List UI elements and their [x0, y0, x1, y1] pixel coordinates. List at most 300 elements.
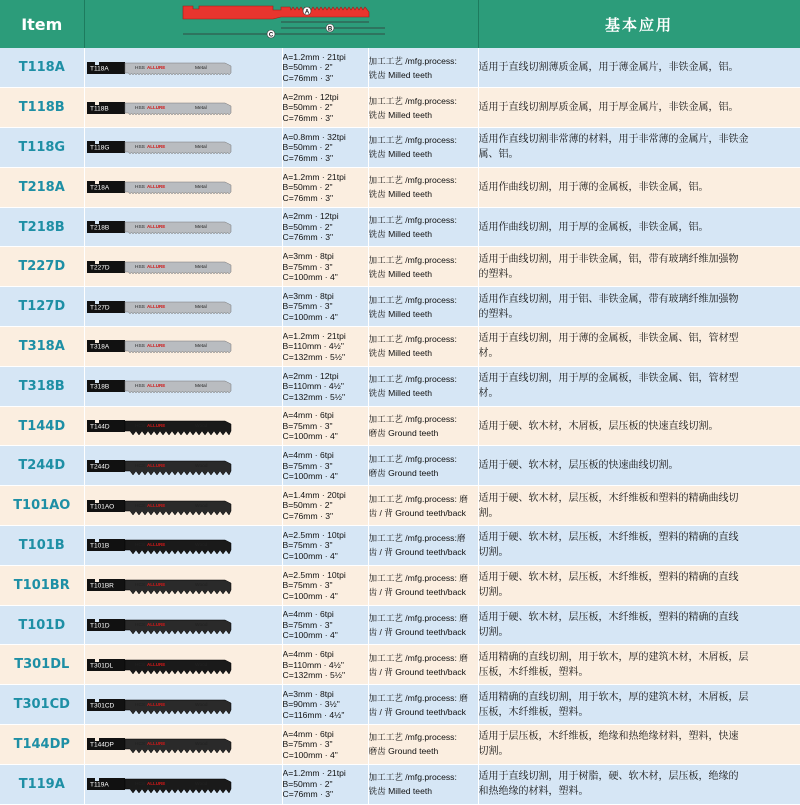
process-line: 铣齿 Milled teeth [368, 189, 433, 200]
application-line: 适用作直线切割，用于铝、非铁金属，带有玻璃纤维加强物 [478, 293, 739, 305]
blade-brand-label: ALLURE [146, 263, 165, 269]
table-row [0, 207, 800, 247]
spec-b: B=75mm · 3" [282, 301, 333, 312]
blade-material-label: Metal [194, 344, 207, 350]
process-line: 加工工艺 /mfg.process: [368, 374, 457, 385]
process-cell [368, 167, 478, 207]
spec-b: B=75mm · 3" [282, 619, 333, 630]
process-cell [368, 406, 478, 446]
blade-material-label: Metal [194, 304, 207, 310]
blade-code-label: T101BR [89, 582, 114, 590]
process-line: 加工工艺 /mfg.process: 磨 [368, 692, 468, 703]
process-line: 加工工艺 /mfg.process: [368, 55, 457, 66]
table-header-row [0, 0, 800, 48]
application-line: 材。 [478, 348, 499, 360]
spec-c: C=76mm · 3" [282, 72, 334, 83]
spec-c: C=100mm · 4" [282, 311, 338, 322]
blade-steel-label: HCS [134, 543, 145, 549]
blade-steel-label: HCS [134, 463, 145, 469]
blade-brand-label: ALLURE [146, 582, 165, 588]
application-line: 适用于直线切割厚质金属，用于厚金属片，非铁金属，铝。 [478, 102, 739, 114]
blade-steel-label: HSS [134, 65, 145, 71]
process-line: 铣齿 Milled teeth [368, 69, 433, 80]
item-column-header: Item [0, 0, 84, 48]
blade-code-label: T244D [89, 463, 110, 471]
item-code: T227D [0, 247, 84, 287]
process-cell [368, 48, 478, 88]
spec-cell [282, 685, 368, 725]
process-cell [368, 565, 478, 605]
spec-cell [282, 88, 368, 128]
blade-code-label: T318B [89, 383, 109, 391]
blade-material-label: Metal [194, 264, 207, 270]
application-cell [478, 167, 800, 207]
table-row [0, 764, 800, 804]
application-cell [478, 605, 800, 645]
blade-steel-label: HSS [134, 344, 145, 350]
blade-image-cell [84, 486, 282, 526]
application-cell [478, 486, 800, 526]
blade-image [85, 614, 235, 636]
application-line: 切割。 [478, 746, 509, 758]
spec-cell [282, 48, 368, 88]
spec-c: C=100mm · 4" [282, 630, 338, 641]
blade-code-label: T301DL [89, 662, 113, 670]
blade-image [85, 296, 235, 318]
application-line: 适用于直线切割，用于厚的金属板，非铁金属、铝，管材型 [478, 373, 739, 385]
blade-diagram-svg [85, 0, 479, 44]
blade-steel-label: HCS [134, 623, 145, 629]
table-row [0, 327, 800, 367]
blade-brand-label: ALLURE [146, 144, 165, 150]
blade-brand-label: ALLURE [146, 542, 165, 548]
table-row [0, 48, 800, 88]
spec-c: C=76mm · 3" [282, 510, 334, 521]
diagram-label-a: A [304, 9, 309, 16]
blade-image-cell [84, 247, 282, 287]
spec-c: C=76mm · 3" [282, 789, 334, 800]
blade-image [85, 335, 235, 357]
spec-c: C=100mm · 4" [282, 590, 338, 601]
spec-c: C=100mm · 4" [282, 471, 338, 482]
spec-cell [282, 287, 368, 327]
blade-image-cell [84, 605, 282, 645]
blade-material-label: Wood [194, 702, 207, 708]
spec-cell [282, 526, 368, 566]
spec-a: A=4mm · 6tpi [282, 649, 334, 660]
blade-image [85, 455, 235, 477]
diagram-blade-shape [183, 6, 369, 19]
application-cell [478, 128, 800, 168]
application-line: 材。 [478, 388, 499, 400]
blade-material-label: Metal [194, 65, 207, 71]
spec-cell [282, 327, 368, 367]
process-line: 加工工艺 /mfg.process: [368, 215, 457, 226]
blade-image [85, 654, 235, 676]
blade-image-cell [84, 207, 282, 247]
process-line: 加工工艺 /mfg.process: [368, 334, 457, 345]
process-cell [368, 605, 478, 645]
process-line: 加工工艺 /mfg.process: [368, 95, 457, 106]
diagram-label-b: B [327, 26, 332, 33]
application-cell [478, 446, 800, 486]
spec-a: A=2mm · 12tpi [282, 91, 339, 102]
blade-code-label: T119A [89, 781, 109, 789]
item-code: T301DL [0, 645, 84, 685]
blade-code-label: T301CD [89, 702, 114, 710]
table-row [0, 128, 800, 168]
spec-c: C=76mm · 3" [282, 192, 334, 203]
blade-image [85, 694, 235, 716]
application-line: 的塑料。 [478, 308, 519, 320]
process-line: 齿 / 背 Ground teeth/back [368, 507, 466, 518]
process-line: 铣齿 Milled teeth [368, 388, 433, 399]
blade-brand-label: ALLURE [146, 701, 165, 707]
application-cell [478, 685, 800, 725]
application-line: 和热绝缘的材料，塑料。 [478, 786, 589, 798]
process-line: 加工工艺 /mfg.process: 磨 [368, 613, 468, 624]
blade-steel-label: HSS [134, 145, 145, 151]
blade-steel-label: HSS [134, 225, 145, 231]
blade-steel-label: HSS [134, 384, 145, 390]
spec-b: B=75mm · 3" [282, 261, 333, 272]
spec-cell [282, 207, 368, 247]
blade-brand-label: ALLURE [146, 462, 165, 468]
application-cell [478, 725, 800, 765]
item-code: T119A [0, 764, 84, 804]
process-line: 铣齿 Milled teeth [368, 149, 433, 160]
blade-image [85, 534, 235, 556]
blade-brand-label: ALLURE [146, 781, 165, 787]
blade-code-label: T144DP [89, 741, 114, 749]
application-cell [478, 526, 800, 566]
application-line: 切割。 [478, 547, 509, 559]
blade-image [85, 176, 235, 198]
application-line: 适用作曲线切割，用于厚的金属板，非铁金属，铝。 [478, 221, 709, 233]
spec-a: A=0.8mm · 32tpi [282, 131, 346, 142]
blade-steel-label: HSS [134, 264, 145, 270]
spec-cell [282, 446, 368, 486]
blade-material-label: Wood [194, 662, 207, 668]
table-row [0, 605, 800, 645]
spec-a: A=1.4mm · 20tpi [282, 489, 346, 500]
spec-cell [282, 605, 368, 645]
application-line: 适用于硬、软木材，层压板，木纤维板，塑料的精确的直线 [478, 532, 739, 544]
spec-a: A=4mm · 6tpi [282, 410, 334, 421]
application-cell [478, 645, 800, 685]
item-code: T118G [0, 128, 84, 168]
item-code: T101AO [0, 486, 84, 526]
blade-code-label: T227D [89, 264, 110, 272]
spec-b: B=50mm · 2" [282, 500, 333, 511]
application-line: 的塑料。 [478, 268, 519, 280]
blade-steel-label: HSS [134, 105, 145, 111]
blade-image-cell [84, 88, 282, 128]
application-line: 压板，木纤维板，塑料。 [478, 666, 589, 678]
process-cell [368, 526, 478, 566]
process-line: 加工工艺 /mfg.process: [368, 135, 457, 146]
process-line: 齿 / 背 Ground teeth/back [368, 547, 466, 558]
spec-c: C=132mm · 5½" [282, 670, 346, 681]
item-code: T318B [0, 366, 84, 406]
application-cell [478, 48, 800, 88]
blade-steel-label: HSS [134, 185, 145, 191]
item-code: T127D [0, 287, 84, 327]
spec-a: A=3mm · 8tpi [282, 251, 334, 262]
blade-steel-label: HCS [134, 702, 145, 708]
table-row [0, 645, 800, 685]
process-line: 铣齿 Milled teeth [368, 786, 433, 797]
blade-steel-label: HCS [134, 503, 145, 509]
application-line: 适用作曲线切割，用于薄的金属板，非铁金属，铝。 [478, 181, 709, 193]
process-cell [368, 486, 478, 526]
spec-b: B=50mm · 2" [282, 778, 333, 789]
blade-image-cell [84, 446, 282, 486]
process-line: 加工工艺 /mfg.process: [368, 294, 457, 305]
blade-image-cell [84, 406, 282, 446]
process-line: 磨齿 Ground teeth [368, 467, 439, 478]
process-cell [368, 725, 478, 765]
blade-code-label: T318A [89, 343, 109, 351]
process-line: 齿 / 背 Ground teeth/back [368, 666, 466, 677]
spec-c: C=100mm · 4" [282, 550, 338, 561]
spec-a: A=1.2mm · 21tpi [282, 768, 346, 779]
process-line: 加工工艺 /mfg.process: 磨 [368, 493, 468, 504]
item-code: T218A [0, 167, 84, 207]
spec-b: B=110mm · 4½" [282, 381, 344, 392]
item-code: T101B [0, 526, 84, 566]
blade-code-label: T144D [89, 423, 110, 431]
spec-cell [282, 645, 368, 685]
blade-steel-label: HSS [134, 304, 145, 310]
process-line: 加工工艺 /mfg.process: [368, 453, 457, 464]
table-row [0, 565, 800, 605]
item-code: T318A [0, 327, 84, 367]
application-line: 适用于硬、软木材，木屑板，层压板的快速直线切割。 [478, 420, 719, 432]
spec-c: C=76mm · 3" [282, 152, 334, 163]
spec-c: C=116mm · 4½" [282, 709, 345, 720]
application-line: 适用精确的直线切割，用于软木，厚的建筑木材，木屑板，层 [478, 651, 749, 663]
blade-code-label: T118A [89, 65, 109, 73]
spec-cell [282, 247, 368, 287]
spec-b: B=50mm · 2" [282, 102, 333, 113]
process-line: 加工工艺 /mfg.process: [368, 414, 457, 425]
spec-b: B=50mm · 2" [282, 182, 333, 193]
spec-a: A=2mm · 12tpi [282, 211, 339, 222]
application-line: 适用于硬、软木材，层压板，木纤维板和塑料的精确曲线切 [478, 492, 739, 504]
table-row [0, 287, 800, 327]
blade-image [85, 733, 235, 755]
blade-image [85, 375, 235, 397]
spec-b: B=110mm · 4½" [282, 341, 344, 352]
blade-material-label: Wood [194, 543, 207, 549]
blade-brand-label: ALLURE [146, 622, 165, 628]
spec-cell [282, 366, 368, 406]
blade-material-label: Metal [194, 384, 207, 390]
spec-c: C=100mm · 4" [282, 431, 338, 442]
table-row [0, 247, 800, 287]
blade-image [85, 136, 235, 158]
blade-material-label: Metal [194, 105, 207, 111]
process-line: 齿 / 背 Ground teeth/back [368, 587, 466, 598]
spec-cell [282, 167, 368, 207]
application-line: 割。 [478, 507, 499, 519]
spec-c: C=76mm · 3" [282, 232, 334, 243]
spec-a: A=2mm · 12tpi [282, 370, 339, 381]
blade-material-label: Wood [194, 503, 207, 509]
spec-b: B=75mm · 3" [282, 460, 333, 471]
application-line: 适用于硬、软木材，层压板，木纤维板，塑料的精确的直线 [478, 612, 739, 624]
process-line: 加工工艺 /mfg.process: [368, 732, 457, 743]
item-code: T244D [0, 446, 84, 486]
application-line: 适用于硬、软木材，层压板，木纤维板，塑料的精确的直线 [478, 572, 739, 584]
blade-material-label: Wood [194, 782, 207, 788]
table-row [0, 725, 800, 765]
process-line: 加工工艺 /mfg.process: [368, 254, 457, 265]
spec-cell [282, 565, 368, 605]
spec-c: C=132mm · 5½" [282, 351, 346, 362]
blade-brand-label: ALLURE [146, 303, 165, 309]
blade-code-label: T101B [89, 542, 109, 550]
blade-image-cell [84, 128, 282, 168]
blade-image-cell [84, 526, 282, 566]
spec-b: B=50mm · 2" [282, 62, 333, 73]
blade-image [85, 495, 235, 517]
process-line: 磨齿 Ground teeth [368, 428, 439, 439]
blade-code-label: T218B [89, 224, 109, 232]
spec-c: C=76mm · 3" [282, 112, 334, 123]
blade-image [85, 415, 235, 437]
diagram-label-c: C [268, 32, 273, 39]
application-column-header: 基本应用 [478, 0, 800, 48]
process-line: 铣齿 Milled teeth [368, 229, 433, 240]
process-line: 加工工艺 /mfg.process: [368, 175, 457, 186]
application-cell [478, 88, 800, 128]
table-row [0, 486, 800, 526]
blade-image-cell [84, 685, 282, 725]
application-line: 切割。 [478, 587, 509, 599]
application-cell [478, 565, 800, 605]
spec-b: B=90mm · 3½" [282, 699, 340, 710]
process-cell [368, 645, 478, 685]
spec-cell [282, 725, 368, 765]
blade-brand-label: ALLURE [146, 184, 165, 190]
blade-brand-label: ALLURE [146, 741, 165, 747]
spec-a: A=1.2mm · 21tpi [282, 51, 346, 62]
blade-code-label: T218A [89, 184, 109, 192]
application-line: 适用于直线切割，用于薄的金属板，非铁金属、铝，管材型 [478, 333, 739, 345]
process-line: 加工工艺 /mfg.process: 磨 [368, 573, 468, 584]
blade-code-label: T118B [89, 105, 109, 113]
spec-b: B=110mm · 4½" [282, 659, 344, 670]
spec-b: B=50mm · 2" [282, 142, 333, 153]
item-code: T118B [0, 88, 84, 128]
process-line: 加工工艺 /mfg.process:磨 [368, 533, 466, 544]
item-code: T218B [0, 207, 84, 247]
process-line: 铣齿 Milled teeth [368, 109, 433, 120]
blade-material-label: Metal [194, 225, 207, 231]
application-cell [478, 207, 800, 247]
blade-image [85, 773, 235, 795]
application-line: 适用精确的直线切割，用于软木，厚的建筑木材，木屑板，层 [478, 691, 749, 703]
spec-a: A=4mm · 6tpi [282, 609, 334, 620]
item-code: T144DP [0, 725, 84, 765]
application-line: 属、铝。 [478, 149, 519, 161]
blade-steel-label: HCS [134, 742, 145, 748]
spec-a: A=2.5mm · 10tpi [282, 529, 346, 540]
table-row [0, 685, 800, 725]
process-line: 铣齿 Milled teeth [368, 308, 433, 319]
spec-a: A=4mm · 6tpi [282, 450, 334, 461]
blade-image [85, 574, 235, 596]
spec-c: C=100mm · 4" [282, 272, 338, 283]
application-line: 切割。 [478, 627, 509, 639]
blade-image [85, 57, 235, 79]
table-row [0, 526, 800, 566]
spec-a: A=1.2mm · 21tpi [282, 330, 346, 341]
blade-image-cell [84, 366, 282, 406]
blade-steel-label: HCS [134, 662, 145, 668]
process-line: 磨齿 Ground teeth [368, 746, 439, 757]
spec-c: C=100mm · 4" [282, 749, 338, 760]
blade-brand-label: ALLURE [146, 423, 165, 429]
table-row [0, 366, 800, 406]
application-cell [478, 406, 800, 446]
item-code: T118A [0, 48, 84, 88]
spec-cell [282, 764, 368, 804]
spec-a: A=2.5mm · 10tpi [282, 569, 346, 580]
application-line: 适用于直线切割，用于树脂，硬、软木材，层压板，绝缘的 [478, 771, 739, 783]
blade-image-cell [84, 565, 282, 605]
blade-image-cell [84, 725, 282, 765]
table-row [0, 406, 800, 446]
application-line: 适用作直线切割非常薄的材料，用于非常薄的金属片，非铁金 [478, 134, 749, 146]
table-row [0, 88, 800, 128]
blade-steel-label: HCS [134, 782, 145, 788]
spec-a: A=1.2mm · 21tpi [282, 171, 346, 182]
blade-material-label: Wood [194, 742, 207, 748]
blade-steel-label: HCS [134, 583, 145, 589]
application-line: 适用于直线切割薄质金属，用于薄金属片，非铁金属，铝。 [478, 62, 739, 74]
process-cell [368, 764, 478, 804]
blade-brand-label: ALLURE [146, 343, 165, 349]
item-code: T144D [0, 406, 84, 446]
blade-image-cell [84, 645, 282, 685]
process-line: 铣齿 Milled teeth [368, 348, 433, 359]
blade-dimension-diagram [84, 0, 478, 48]
blade-material-label: Wood [194, 623, 207, 629]
blade-image [85, 256, 235, 278]
blade-image [85, 216, 235, 238]
item-code: T101BR [0, 565, 84, 605]
blade-image-cell [84, 327, 282, 367]
blade-image-cell [84, 287, 282, 327]
process-line: 铣齿 Milled teeth [368, 268, 433, 279]
application-line: 适用于层压板，木纤维板，绝缘和热绝缘材料，塑料，快速 [478, 731, 739, 743]
blade-image-cell [84, 167, 282, 207]
application-cell [478, 247, 800, 287]
application-cell [478, 366, 800, 406]
blade-material-label: Wood [194, 583, 207, 589]
spec-b: B=75mm · 3" [282, 540, 333, 551]
application-cell [478, 287, 800, 327]
spec-a: A=3mm · 8tpi [282, 290, 334, 301]
blade-material-label: Wood [194, 463, 207, 469]
process-line: 齿 / 背 Ground teeth/back [368, 627, 466, 638]
spec-b: B=75mm · 3" [282, 580, 333, 590]
blade-material-label: Wood [194, 424, 207, 430]
spec-b: B=50mm · 2" [282, 221, 333, 232]
